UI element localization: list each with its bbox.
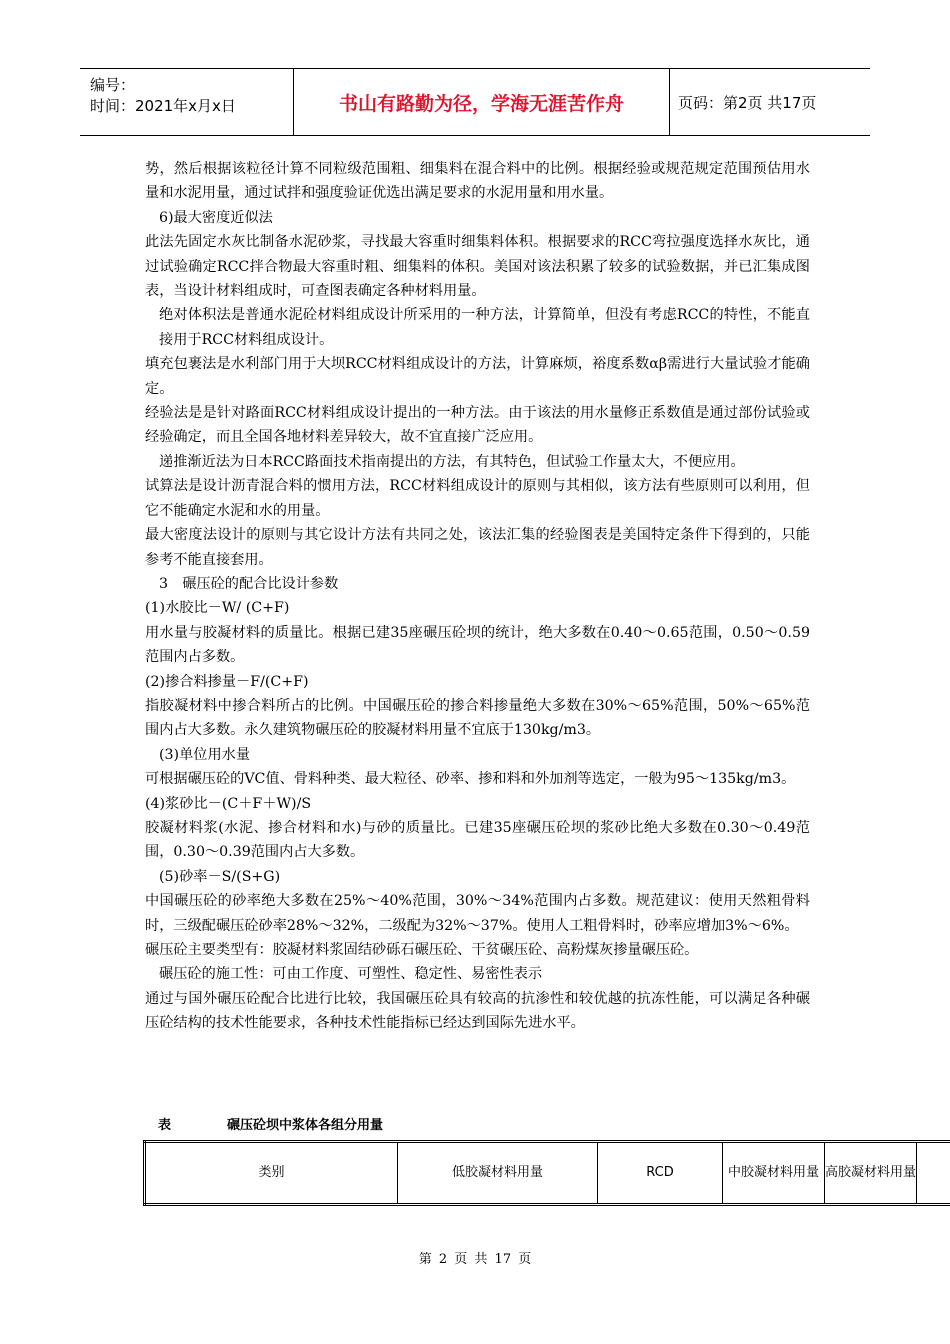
header-page-label: 页码：第2页 共17页 <box>670 69 871 136</box>
table-header-cell: RCD <box>598 1142 723 1205</box>
paragraph: 碾压砼的施工性：可由工作度、可塑性、稳定性、易密性表示 <box>159 966 543 983</box>
header-motto: 书山有路勤为径，学海无涯苦作舟 <box>294 69 670 136</box>
paragraph: 此法先固定水灰比制备水泥砂浆，寻找最大容重时细集料体积。根据要求的RCC弯拉强度选择水灰比，通过试验确定RCC拌合物最大容重时粗、细集料的体积。美国对该法积累了较多的试验数据，并已汇集成图表，当设计材料组成时，可查图表确定各种材料用量。 <box>145 234 810 300</box>
document-number-label: 编号： <box>90 76 136 94</box>
page-footer: 第 2 页 共 17 页 <box>418 1252 532 1267</box>
subsection-heading: (3)单位用水量 <box>159 746 251 763</box>
paragraph: 绝对体积法是普通水泥砼材料组成设计所采用的一种方法，计算简单，但没有考虑RCC的特性，不能直接用于RCC材料组成设计。 <box>159 307 810 348</box>
paragraph: 势，然后根据该粒径计算不同粒级范围粗、细集料在混合料中的比例。根据经验或规范规定范围预估用水量和水泥用量，通过试拌和强度验证优选出满足要求的水泥用量和用水量。 <box>145 161 810 202</box>
paragraph: 通过与国外碾压砼配合比进行比较，我国碾压砼具有较高的抗渗性和较优越的抗冻性能，可以满足各种碾压砼结构的技术性能要求，各种技术性能指标已经达到国际先进水平。 <box>145 990 810 1032</box>
document-time-label: 时间：2021年x月x日 <box>90 97 236 115</box>
table-caption-title: 碾压砼坝中浆体各组分用量 <box>227 1118 384 1133</box>
page-header <box>80 68 870 136</box>
table-header-cell: 高胶凝材料用量 <box>825 1142 917 1205</box>
component-table <box>143 1140 950 1206</box>
document-body <box>145 157 810 1036</box>
section-heading: 3 碾压砼的配合比设计参数 <box>159 575 339 592</box>
paragraph: 胶凝材料浆(水泥、掺合材料和水)与砂的质量比。已建35座碾压砼坝的浆砂比绝大多数在0.30～0.49范围，0.30～0.39范围内占大多数。 <box>145 819 810 861</box>
paragraph: 指胶凝材料中掺合料所占的比例。中国碾压砼的掺合料掺量绝大多数在30%～65%范围，50%～65%范围内占大多数。永久建筑物碾压砼的胶凝材料用量不宜底于130kg/m3。 <box>145 697 810 739</box>
section-heading: 6)最大密度近似法 <box>159 209 273 226</box>
table-caption <box>158 1114 383 1133</box>
subsection-heading: (4)浆砂比－(C＋F＋W)/S <box>145 795 312 812</box>
table-header-cell: 类别 <box>145 1142 398 1205</box>
subsection-heading: (1)水胶比－W/ (C+F) <box>145 600 290 617</box>
table-header-cell: 低胶凝材料用量 <box>398 1142 598 1205</box>
paragraph: 中国碾压砼的砂率绝大多数在25%～40%范围，30%～34%范围内占多数。规范建议：使用天然粗骨料时，三级配碾压砼砂率28%～32%，二级配为32%～37%。使用人工粗骨料时，砂率应增加3%～6%。 <box>145 893 810 934</box>
paragraph: 碾压砼主要类型有：胶凝材料浆固结砂砾石碾压砼、干贫碾压砼、高粉煤灰掺量碾压砼。 <box>145 942 699 958</box>
paragraph: 填充包裹法是水利部门用于大坝RCC材料组成设计的方法，计算麻烦，裕度系数αβ需进行大量试验才能确定。 <box>145 356 810 397</box>
table-header-cell: 中胶凝材料用量 <box>723 1142 825 1205</box>
paragraph: 递推渐近法为日本RCC路面技术指南提出的方法，有其特色，但试验工作量太大，不便应用。 <box>159 453 745 470</box>
header-meta <box>80 69 294 136</box>
paragraph: 最大密度法设计的原则与其它设计方法有共同之处，该法汇集的经验图表是美国特定条件下得到的，只能参考不能直接套用。 <box>145 527 810 568</box>
paragraph: 可根据碾压砼的VC值、骨料种类、最大粒径、砂率、掺和料和外加剂等选定，一般为95～135kg/m3。 <box>145 771 796 788</box>
table-caption-prefix: 表 <box>158 1118 172 1133</box>
paragraph: 试算法是设计沥青混合料的惯用方法，RCC材料组成设计的原则与其相似，该方法有些原则可以利用，但它不能确定水泥和水的用量。 <box>145 478 810 519</box>
subsection-heading: (2)掺合料掺量－F/(C+F) <box>145 673 309 690</box>
table-header-cell-empty <box>917 1142 950 1205</box>
table-header-row <box>145 1142 950 1205</box>
paragraph: 用水量与胶凝材料的质量比。根据已建35座碾压砼坝的统计，绝大多数在0.40～0.65范围，0.50～0.59范围内占多数。 <box>145 624 810 666</box>
paragraph: 经验法是是针对路面RCC材料组成设计提出的一种方法。由于该法的用水量修正系数值是通过部份试验或经验确定，而且全国各地材料差异较大，故不宜直接广泛应用。 <box>145 405 810 446</box>
subsection-heading: (5)砂率－S/(S+G) <box>159 868 281 885</box>
